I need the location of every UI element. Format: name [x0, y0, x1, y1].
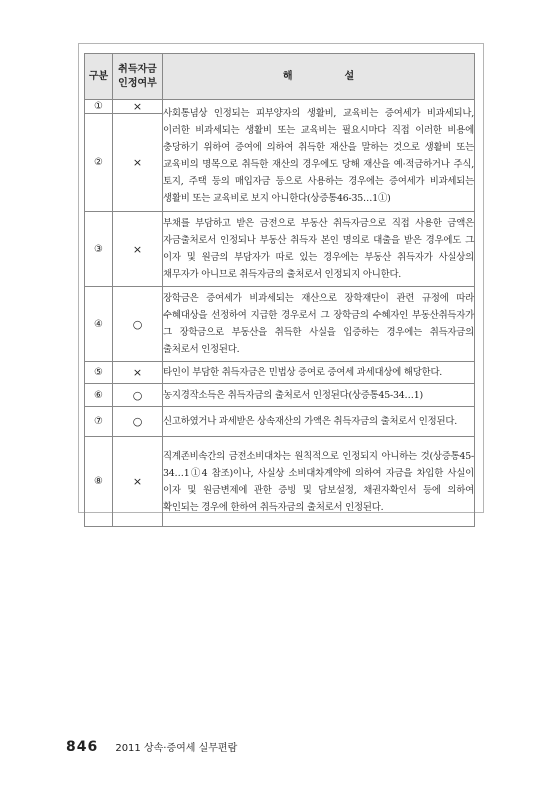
- row-5-number: ⑤: [85, 362, 113, 384]
- row-6-explanation: 농지경작소득은 취득자금의 출처로서 인정된다(상증통45-34…1): [163, 384, 475, 407]
- row-1-mark: ×: [113, 100, 163, 114]
- row-2-number: ②: [85, 114, 113, 212]
- row-4-number: ④: [85, 287, 113, 362]
- header-category: 구분: [85, 54, 113, 100]
- header-explanation-b: 설: [344, 70, 355, 82]
- page-number: 846: [66, 739, 99, 755]
- row-5-explanation: 타인이 부담한 취득자금은 민법상 증여로 증여세 과세대상에 해당한다.: [163, 362, 475, 384]
- header-recognition: [113, 54, 163, 100]
- row-7-mark: ○: [113, 407, 163, 437]
- row-1-number: ①: [85, 100, 113, 114]
- header-explanation: [163, 54, 475, 100]
- header-explanation-a: 해: [282, 70, 293, 82]
- page-footer: [66, 736, 237, 755]
- row-6-mark: ○: [113, 384, 163, 407]
- row-6-number: ⑥: [85, 384, 113, 407]
- row-8-mark: ×: [113, 437, 163, 527]
- header-recognition-line2: 인정여부: [118, 77, 157, 89]
- row-3-number: ③: [85, 212, 113, 287]
- row-2-mark: ×: [113, 114, 163, 212]
- header-recognition-line1: 취득자금: [118, 63, 157, 75]
- explanation-table: [84, 53, 475, 527]
- row-7-explanation: 신고하였거나 과세받은 상속재산의 가액은 취득자금의 출처로서 인정된다.: [163, 407, 475, 437]
- row-1-2-explanation: 사회통념상 인정되는 피부양자의 생활비, 교육비는 증여세가 비과세되나, 이러한 비과세되는 생활비 또는 교육비는 필요시마다 직접 이러한 비용에 충당하기 위하여 증여에 의하여 취득한 재산을 말하는 것으로 생활비 또는 교육비의 명목으로 취득한 재산의 경우에도 당해 재산을 예·적금하거나 주식, 토지, 주택 등의 매입자금 등으로 사용하는 경우에는 증여세가 비과세되는 생활비 또는 교육비로 보지 아니한다(상증통46-35…1①): [163, 100, 475, 212]
- row-3-explanation: 부채를 부담하고 받은 금전으로 부동산 취득자금으로 직접 사용한 금액은 자금출처로서 인정되나 부동산 취득자 본인 명의로 대출을 받은 경우에도 그 이자 및 원금의 부담자가 따로 있는 경우에는 부동산 취득자가 사실상의 채무자가 아니므로 취득자금의 출처로서 인정되지 아니한다.: [163, 212, 475, 287]
- row-4-mark: ○: [113, 287, 163, 362]
- row-7-number: ⑦: [85, 407, 113, 437]
- row-5-mark: ×: [113, 362, 163, 384]
- row-3-mark: ×: [113, 212, 163, 287]
- book-title: 2011 상속·증여세 실무편람: [115, 743, 238, 754]
- row-4-explanation: 장학금은 증여세가 비과세되는 재산으로 장학재단이 관련 규정에 따라 수혜대상을 선정하여 지급한 경우로서 그 장학금의 수혜자인 부동산취득자가 그 장학금으로 부동산을 취득한 사실을 입증하는 경우에는 취득자금의 출처로서 인정된다.: [163, 287, 475, 362]
- row-8-explanation: 직계존비속간의 금전소비대차는 원칙적으로 인정되지 아니하는 것(상증통45-34…1①4 참조)이나, 사실상 소비대차계약에 의하여 자금을 차입한 사실이 이자 및 원금변제에 관한 증빙 및 담보설정, 채권자확인서 등에 의하여 확인되는 경우에 한하여 취득자금의 출처로서 인정된다.: [163, 437, 475, 527]
- row-8-number: ⑧: [85, 437, 113, 527]
